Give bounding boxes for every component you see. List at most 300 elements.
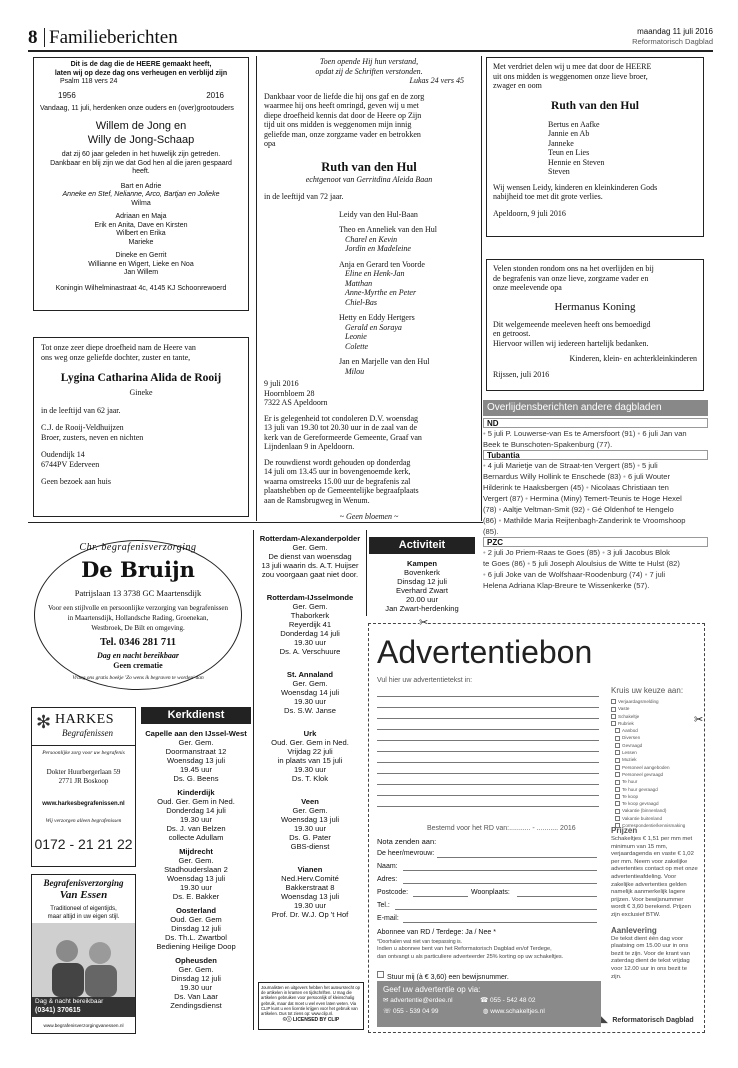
body-text: opa	[264, 139, 276, 148]
other-papers-section	[483, 400, 708, 610]
couple-name: Willem de Jong en	[95, 120, 187, 132]
ad-text: Voor een stijlvolle en persoonlijke verzorging van begrafenissen	[48, 604, 228, 612]
address-field[interactable]	[403, 883, 597, 884]
service-detail: Donderdag 14 juli	[166, 806, 226, 815]
activiteit-title: Activiteit	[369, 537, 475, 554]
choice-title: Kruis uw keuze aan:	[611, 686, 684, 695]
category-option[interactable]	[611, 786, 701, 793]
kerkdienst-list	[256, 534, 364, 919]
website[interactable]: www.begrafenisverzorgingvanessen.nl	[43, 1023, 124, 1028]
salutation-field[interactable]	[437, 857, 597, 858]
portrait-photo	[32, 923, 135, 997]
members-note: Wij verzorgen alleen begrafenissen	[45, 818, 122, 824]
option-label: Lessen	[622, 750, 637, 756]
contact-email[interactable]: advertentie@erdee.nl	[390, 997, 453, 1004]
date-line: 9 juli 2016	[264, 379, 299, 388]
verse-line: laten wij op deze dag ons verheugen en verblijd zijn	[54, 69, 228, 77]
address: 2771 JR Boskoop	[58, 777, 109, 785]
prijzen-text: Schakeltjes € 1,51 per mm met minimum van 15 mm, verjaardagenda en vaste € 1,02 per mm. Neem voor zakelijke advertenties contact op met onze advertentieafdeling. Voor zakelijke advertenties gelden namelijk aanmerkelijk lagere prijzen. Voor bewijsnummer wordt € 3,60 berekend. Prijzen zijn exclusief BTW.	[611, 836, 698, 918]
category-option[interactable]	[611, 727, 701, 734]
funeral-text: De rouwdienst wordt gehouden op donderdag	[264, 457, 411, 467]
service-place: Kinderdijk	[177, 788, 215, 797]
family-line: Jordin en Madeleine	[345, 244, 411, 253]
ad-text-line[interactable]	[377, 740, 599, 741]
kerkdienst-list	[141, 724, 251, 1010]
ad-text-line[interactable]	[377, 784, 599, 785]
ad-text-line[interactable]	[377, 795, 599, 796]
subscriber-question[interactable]: Abonnee van RD / Terdege: Ja / Nee *	[377, 929, 496, 936]
service-place: Urk	[303, 729, 317, 738]
service-detail: Woensdag 13 juli	[280, 815, 340, 824]
paper-label-tubantia: Tubantia	[483, 450, 708, 460]
checkbox[interactable]	[615, 780, 620, 785]
aanlevering-title: Aanlevering	[611, 925, 657, 935]
service-entry	[141, 842, 251, 901]
intro-text: Vandaag, 11 juli, herdenken onze ouders en (over)grootouders	[40, 104, 234, 112]
deceased-name: Ruth van den Hul	[321, 159, 417, 174]
option-label: Vakantie (binnenland)	[622, 808, 667, 814]
family-line: Broer, zusters, neven en nichten	[41, 432, 144, 442]
ad-text: Westbroek, De Bilt en omgeving.	[91, 624, 185, 632]
announcement-vandenhul-family	[486, 57, 704, 237]
company-name: HARKES	[55, 712, 115, 727]
footnote: *Doorhalen wat niet van toepassing is.	[377, 939, 463, 945]
category-option[interactable]	[611, 815, 701, 822]
brand-logo	[601, 1009, 701, 1023]
contact-title: Geef uw advertentie op via:	[383, 985, 481, 994]
verse-line: Toen opende Hij hun verstand,	[319, 57, 419, 66]
service-entry	[141, 783, 251, 842]
flowers-note: ~ Geen bloemen ~	[339, 512, 399, 521]
category-option[interactable]	[611, 793, 701, 800]
availability: Dag & nacht bereikbaar	[35, 998, 104, 1005]
body-text: de begrafenis van onze lieve, zorgzame vader en	[493, 273, 649, 283]
family-line: Anja en Gerard ten Voorde	[339, 259, 425, 269]
ad-text-line[interactable]	[377, 729, 599, 730]
checkbox[interactable]	[615, 816, 620, 821]
service-detail: Ger. Gem.	[178, 856, 214, 865]
contact-web[interactable]: www.schakeltjes.nl	[490, 1008, 545, 1015]
deceased-name: Lygina Catharina Alida de Rooij	[60, 372, 222, 384]
body-text: Velen stonden rondom ons na het overlijden en bij	[493, 264, 654, 273]
intro-text: ons weg onze geliefde dochter, zuster en tante,	[41, 352, 191, 362]
checkbox[interactable]	[615, 772, 620, 777]
scissors-icon: ✂	[419, 617, 429, 629]
family-line: Jan en Marjelle van den Hul	[339, 357, 430, 366]
ad-text-line[interactable]	[377, 762, 599, 763]
service-detail: Ds. S.W. Janse	[284, 706, 336, 715]
funeral-text: plaatshebben op de Gemeentelijke begraafplaats	[264, 486, 419, 495]
option-label: Personeel gevraagd	[622, 771, 664, 777]
option-label: Te koop	[622, 793, 639, 799]
ad-text-line[interactable]	[377, 806, 599, 807]
category-option[interactable]	[611, 734, 701, 741]
checkbox[interactable]	[615, 750, 620, 755]
category-option[interactable]	[611, 705, 701, 712]
ad-debruijn	[30, 532, 246, 700]
activiteit-section	[369, 537, 475, 617]
checkbox[interactable]	[615, 809, 620, 814]
category-option[interactable]	[611, 756, 701, 763]
arc-text: Chr. begrafenisverzorging	[79, 542, 197, 553]
service-place: Capelle aan den IJssel-West	[145, 729, 247, 738]
category-option[interactable]	[611, 713, 701, 720]
service-detail: De dienst van woensdag	[268, 552, 352, 561]
field-label: Tel.:	[377, 902, 390, 909]
checkbox[interactable]	[615, 765, 620, 770]
service-entry	[256, 783, 364, 851]
place: Kampen	[407, 559, 437, 568]
wish-text: nabijheid toe met dit grote verlies.	[493, 192, 603, 201]
website[interactable]: www.harkesbegrafenissen.nl	[42, 801, 125, 807]
option-label: Vakantie buitenland	[622, 815, 663, 821]
contact-bar	[32, 997, 135, 1017]
deceased-name: Hermanus Koning	[554, 300, 636, 313]
service-detail: Ger. Gem.	[292, 602, 328, 611]
service-place: Rotterdam-IJsselmonde	[266, 593, 354, 602]
category-option[interactable]	[611, 807, 701, 814]
form-title: Advertentiebon	[377, 634, 593, 670]
service-detail: Donderdag 14 juli	[280, 629, 340, 638]
option-label: Personeel aangeboden	[622, 764, 670, 770]
contact-box	[377, 981, 601, 1027]
verse-line: Dit is de dag die de HEERE gemaakt heeft,	[70, 61, 212, 68]
family-line: Steven	[548, 167, 570, 176]
logo-icon: ◣	[601, 1014, 608, 1024]
service-detail: 19.30 uur	[293, 765, 327, 774]
service-detail: Ds. A. Verschuure	[279, 647, 341, 656]
detail: Bovenkerk	[404, 568, 440, 577]
family-line: Hennie en Steven	[548, 157, 605, 167]
service-entry	[256, 656, 364, 715]
postcode-field[interactable]	[413, 896, 468, 897]
clip-notice	[258, 982, 364, 1030]
body-text: Dankbaar en blij zijn we dat God hen al die jaren gespaard	[50, 159, 232, 167]
option-label: Gevraagd	[622, 742, 643, 748]
aanlevering-text: De tekst dient één dag voor plaatsing om 15.00 uur in ons bezit te zijn. Voor de krant van zaterdag dient de tekst vrijdag voor 12.00 uur in ons bezit te zijn.	[611, 935, 690, 980]
service-detail: Stadhouderslaan 2	[164, 865, 228, 874]
proof-label: Stuur mij (à € 3,60) een bewijsnummer.	[387, 974, 509, 981]
field-label: Naam:	[377, 863, 398, 870]
announcement-vandenhul	[264, 57, 474, 521]
death-notice: • 2 juli Jo Priem-Raas te Goes (85) • 3 juli Jacobus Blok	[483, 548, 670, 557]
company-line: Begrafenisverzorging	[43, 878, 124, 888]
ad-text-line[interactable]	[377, 707, 599, 708]
service-detail: Woensdag 13 juli	[166, 756, 226, 765]
checkbox[interactable]	[615, 787, 620, 792]
death-notice: Hilderink te Haaksbergen (45) • Nicolaas Christiaan ten	[483, 483, 669, 492]
thanks-text: Dit welgemeende meeleven heeft ons bemoedigd	[493, 319, 651, 329]
footnote: dan ontvangt u als particuliere adverteerder 25% korting op uw schakeltjes.	[377, 954, 564, 960]
family-line: Jan Willem	[123, 269, 159, 276]
scissors-icon: ✂	[694, 714, 704, 726]
service-entry	[256, 715, 364, 783]
category-option[interactable]	[611, 764, 701, 771]
body-text: dat zij 60 jaar geleden in het huwelijk zijn getreden.	[61, 151, 221, 158]
nota-label: Nota zenden aan:	[377, 837, 437, 846]
option-label: Muziek	[622, 757, 637, 763]
body-text: uit ons midden is weggenomen onze lieve broer,	[493, 71, 648, 81]
ad-text-line[interactable]	[377, 718, 599, 719]
family-line: Bertus en Aafke	[548, 119, 600, 129]
death-notice: Vergert (87) • Hermina (Miny) Temert-Teunis te Hoge Hexel	[483, 494, 682, 503]
body-text: Met verdriet delen wij u mee dat door de HEERE	[493, 62, 652, 71]
service-detail: Ger. Gem.	[178, 965, 214, 974]
phone-icon: ☏	[383, 1008, 392, 1015]
category-option[interactable]	[611, 698, 701, 705]
announcement-koning	[486, 259, 704, 391]
service-detail: Ds. T. Klok	[291, 774, 329, 783]
booklet-note: Vraag ons gratis boekje 'Zo wens ik begraven te worden' aan	[72, 675, 204, 681]
family-line: Bart en Adrie	[120, 182, 162, 190]
service-place: Rotterdam-Alexanderpolder	[259, 534, 361, 543]
visit-note: Geen bezoek aan huis	[41, 477, 111, 486]
family-line: Willianne en Wigert, Lieke en Noa	[88, 260, 194, 268]
death-notice: • 5 juli P. Louwerse-van Es te Amersfoort (91) • 6 juli Jan van	[483, 429, 687, 438]
harkes-logo-box	[32, 708, 135, 746]
year-to: 2016	[206, 90, 224, 100]
family-line: Jannie en Ab	[548, 129, 590, 138]
death-notice: Beek te Bunschoten-Spakenburg (77).	[483, 440, 613, 449]
service-detail: in plaats van 15 juli	[277, 756, 343, 765]
service-detail: 19.30 uur	[293, 697, 327, 706]
ad-text-line[interactable]	[377, 751, 599, 752]
family-line: Marieke	[128, 238, 154, 246]
checkbox[interactable]	[611, 699, 616, 704]
checkbox[interactable]	[377, 971, 384, 978]
city-field[interactable]	[517, 896, 597, 897]
service-detail: 19.30 uur	[293, 901, 327, 910]
proof-checkbox[interactable]	[377, 966, 607, 981]
category-option[interactable]	[611, 742, 701, 749]
service-detail: Ger. Gem.	[292, 679, 328, 688]
field-label: Postcode:	[377, 889, 409, 896]
death-notice: (78) • Aaltje Veltman-Smit (92) • Gé Oldenhof te Hengelo	[483, 505, 674, 514]
kerkdienst-title: Kerkdienst	[141, 707, 251, 724]
family-line: Leonie	[345, 332, 367, 341]
page-number: 8	[28, 27, 38, 48]
family-line: Erik en Anita, Dave en Kirsten	[94, 221, 188, 229]
service-entry	[256, 534, 364, 579]
category-option[interactable]	[611, 720, 701, 727]
service-detail: Reyerdijk 41	[288, 620, 332, 629]
checkbox[interactable]	[611, 707, 616, 712]
family-line: Leidy van den Hul-Baan	[339, 209, 418, 219]
condolence-text: Lijndenlaan 9 in Apeldoorn.	[264, 442, 355, 451]
section-title: Familieberichten	[49, 27, 178, 48]
option-label: Rubriek	[618, 720, 634, 726]
service-detail: Woensdag 13 juli	[166, 874, 226, 883]
field-label: E-mail:	[377, 915, 399, 922]
ad-text-line[interactable]	[377, 696, 599, 697]
service-detail: Vrijdag 22 juli	[287, 747, 333, 756]
service-detail: 19.30 uur	[179, 883, 213, 892]
service-detail: Ds. Van Laar	[174, 992, 218, 1001]
prijzen-block	[611, 826, 699, 981]
ad-text-line[interactable]	[377, 773, 599, 774]
service-detail: Dinsdag 12 juli	[171, 974, 221, 983]
service-detail: Oud. Ger. Gem	[170, 915, 222, 924]
checkbox[interactable]	[615, 794, 620, 799]
option-label: Schakeltje	[618, 713, 640, 719]
phone-field[interactable]	[395, 909, 597, 910]
slogan: Persoonlijke zorg voor uw begrafenis	[42, 750, 125, 756]
wish-text: Wij wensen Leidy, kinderen en kleinkinderen Gods	[493, 182, 658, 192]
family-line: Dineke en Gerrit	[115, 252, 167, 259]
address: Koningin Wilhelminastraat 4c, 4145 KJ Schoonrewoerd	[55, 284, 227, 292]
service-place: Oosterland	[175, 906, 217, 915]
family-line: Adriaan en Maja	[115, 213, 167, 220]
brand-name: Reformatorisch Dagblad	[612, 1017, 694, 1024]
category-option[interactable]	[611, 800, 701, 807]
service-place: Veen	[301, 797, 319, 806]
cremation-note: Geen crematie	[113, 661, 163, 670]
name-field[interactable]	[403, 870, 597, 871]
service-detail: Doormanstraat 12	[165, 747, 227, 756]
service-detail: Ds. G. Beens	[173, 774, 219, 783]
checkbox[interactable]	[611, 714, 616, 719]
category-option[interactable]	[611, 749, 701, 756]
phone: (0341) 370615	[35, 1007, 81, 1014]
funeral-text: aan de Ramsbrugweg in Wenum.	[264, 495, 370, 505]
checkbox[interactable]	[615, 728, 620, 733]
service-detail: 19.30 uur	[293, 824, 327, 833]
checkbox[interactable]	[615, 743, 620, 748]
address: 6744PV Ederveen	[41, 459, 100, 469]
family-line: Anne-Myrthe en Peter	[345, 288, 417, 297]
leaf-icon: ✻	[36, 712, 52, 732]
death-notice: Helena Adriana Klap-Breure te Wissenkerke (57).	[483, 581, 650, 590]
service-detail: Woensdag 13 juli	[280, 892, 340, 901]
condolence-text: kerk van de Gereformeerde Gemeente, Graaf van	[264, 432, 422, 442]
checkbox[interactable]	[615, 801, 620, 806]
detail: 20.00 uur	[405, 595, 439, 604]
service-detail: Prof. Dr. W.J. Op 't Hof	[271, 910, 349, 919]
service-detail: Ds. Th.L. Zwartbol	[165, 933, 227, 942]
death-notice: • 4 juli Marietje van de Straat-ten Vergert (85) • 5 juli	[483, 461, 658, 470]
age: in de leeftijd van 72 jaar.	[264, 192, 344, 201]
intro-text: Tot onze zeer diepe droefheid nam de Heere van	[41, 343, 196, 352]
service-detail: Thaborkerk	[290, 611, 330, 620]
slogan: maar altijd in uw eigen stijl.	[47, 914, 120, 920]
couple-name: Willy de Jong-Schaap	[87, 134, 195, 146]
kerkdienst-section	[141, 707, 251, 1037]
verse-ref: Lukas 24 vers 45	[409, 76, 464, 85]
service-place: Mijdrecht	[179, 847, 213, 856]
service-detail: 19.30 uur	[179, 983, 213, 992]
service-detail: Ger. Gem.	[292, 543, 328, 552]
contact-phone: 055 - 539 04 99	[392, 1008, 439, 1015]
service-place: St. Annaland	[286, 670, 334, 679]
address: Patrijslaan 13 3738 GC Maartensdijk	[74, 588, 202, 598]
body-text: waarmee hij ons heeft omringd, geven wij u met	[264, 101, 419, 110]
category-option[interactable]	[611, 771, 701, 778]
family-line: Janneke	[548, 138, 574, 148]
address: Oudendijk 14	[41, 450, 85, 459]
service-detail: 13 juli waarin ds. A.T. Huijser	[261, 561, 359, 570]
condolence-text: 13 juli van 19.30 tot 20.30 uur in de zaal van de	[264, 423, 418, 432]
place-date: Rijssen, juli 2016	[493, 369, 550, 379]
family-line: Hetty en Eddy Hertgers	[339, 313, 415, 322]
nickname: Gineke	[129, 388, 153, 397]
option-label: Correspondentie/kennismaking	[622, 823, 686, 829]
announcement-derooij	[33, 337, 249, 517]
service-entry	[141, 901, 251, 951]
verse-line: opdat zij de Schriften verstonden.	[315, 66, 423, 76]
page-header	[28, 27, 713, 49]
announcement-dejong	[33, 57, 249, 311]
family-line: Teun en Lies	[548, 148, 590, 157]
family-line: Eline en Henk-Jan	[345, 269, 405, 278]
advertentiebon-form	[368, 617, 705, 1033]
phone: Tel. 0346 281 711	[99, 637, 177, 648]
email-field[interactable]	[403, 922, 597, 923]
family-line: Colette	[345, 341, 369, 351]
service-place: Vianen	[297, 865, 323, 874]
body-text: tijd uit ons midden is weggenomen mijn innig	[264, 120, 412, 129]
slogan: Traditioneel of eigentijds,	[50, 906, 117, 912]
service-place: Opheusden	[175, 956, 217, 965]
paper-label-pzc: PZC	[483, 537, 708, 547]
clip-text: Journalisten en uitgevers hebben het auteursrecht op de artikelen in kranten en tijdschriften. U mag die artikelen gebruiken voor persoonlijk of kleinschalig gebruik, maar dat moet u wel even laten weten. Via CLIP kunt u een licentie krijgen voor het gebruik van artikelen. Dus tot ziens op: www.clip.nl.	[261, 985, 360, 1017]
body-text: Dankbaar voor de liefde die hij ons gaf en de zorg	[264, 91, 425, 101]
year-from: 1956	[58, 90, 76, 100]
family-line: Theo en Anneliek van den Hul	[339, 225, 437, 234]
service-detail: GBS-dienst	[290, 842, 330, 851]
footnote: Indien u abonnee bent van het Reformatorisch Dagblad en/of Terdege,	[377, 946, 552, 952]
body-text: onze meelevende opa	[493, 283, 562, 292]
service-detail: 19.30 uur	[179, 815, 213, 824]
body-text: geliefde man, onze zorgzame vader en betrokken	[264, 129, 421, 139]
fax-icon: ☎	[480, 997, 489, 1004]
family-line: Milou	[345, 366, 365, 376]
death-notice: • 6 juli Joke van de Wolfshaar-Roodenburg (74) • 7 juli	[483, 570, 666, 579]
option-label: Diversen	[622, 735, 641, 741]
company-sub: Begrafenissen	[62, 728, 113, 738]
service-detail: Oud. Ger. Gem in Ned.	[157, 797, 235, 806]
funeral-text: 14 juli om 13.45 uur in bovengenoemde kerk,	[264, 467, 411, 476]
service-entry	[256, 851, 364, 919]
clip-logo: ©ⓘ LICENSED BY CLIP	[282, 1017, 340, 1024]
family-line: Chiel-Bas	[345, 297, 377, 307]
service-detail: collecte Adullam	[168, 833, 224, 842]
option-label: Te huur gevraagd	[622, 786, 658, 792]
option-label: Vaste	[618, 706, 630, 712]
spouse-line: echtgenoot van Gerritdina Aleida Baan	[305, 174, 433, 184]
option-label: Aanbod	[622, 728, 638, 734]
company-name: De Bruijn	[81, 557, 195, 582]
service-detail: Ned.Herv.Comité	[281, 874, 339, 883]
category-option[interactable]	[611, 778, 701, 785]
deceased-name: Ruth van den Hul	[551, 99, 639, 112]
header-date: maandag 11 juli 2016	[637, 27, 713, 36]
funeral-text: waarna omstreeks 15.00 uur de begrafenis zal	[264, 476, 411, 486]
address: 7322 AS Apeldoorn	[264, 398, 328, 407]
service-entry	[141, 724, 251, 783]
death-notice: (86) • Mathilde Maria Reijtenbagh-Zanderink te Vroomshoop	[483, 516, 686, 525]
checkbox[interactable]	[615, 758, 620, 763]
death-notice: Bernardus Willy Hollink te Enschede (83) • 6 juli Wouter	[483, 472, 671, 481]
family-line: Charel en Kevin	[345, 234, 398, 244]
checkbox[interactable]	[615, 736, 620, 741]
bestemd-field[interactable]: Bestemd voor het RD van:........... - ........... 2016	[427, 825, 576, 832]
family-line: Anneke en Stef, Nelianne, Arco, Bartjan en Jolieke	[62, 191, 220, 198]
field-label: Adres:	[377, 876, 398, 883]
checkbox[interactable]	[611, 721, 616, 726]
field-label: Woonplaats:	[471, 889, 510, 896]
service-entry	[256, 579, 364, 656]
option-label: Te huur	[622, 779, 638, 785]
